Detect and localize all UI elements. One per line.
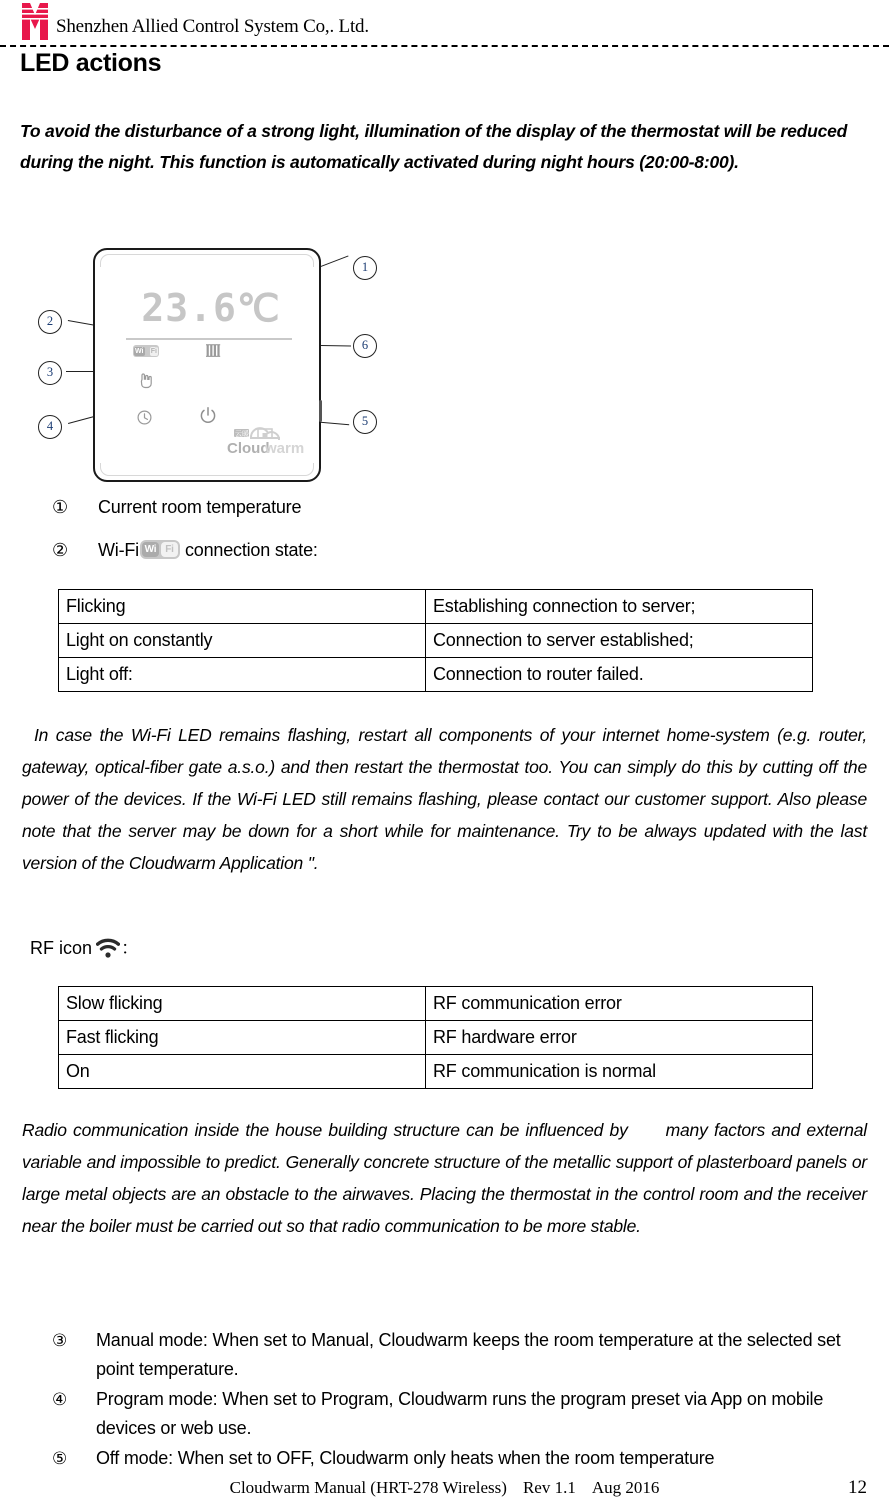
wifi-row-0-meaning: Establishing connection to server; [426, 590, 813, 624]
table-row [59, 624, 813, 658]
device-bezel-top [100, 254, 314, 267]
rf-label-colon: ： [121, 938, 140, 958]
page-footer [0, 1478, 889, 1498]
list-item-2-text [98, 540, 318, 561]
intro-paragraph: To avoid the disturbance of a strong light, illumination of the display of the thermostat will be reduced during the night. This function is automatically activated during night hours (20:00-8:00). [20, 121, 848, 172]
wifi-state-table [58, 589, 813, 692]
rf-icon-line [30, 934, 139, 960]
wifi-row-0-state: Flicking [59, 590, 426, 624]
list-marker-3: ③ [52, 1331, 68, 1350]
list-item-4-text: Program mode: When set to Program, Cloudwarm runs the program preset via App on mobile devices or web use. [96, 1389, 824, 1438]
cloudwarm-brand-logo [207, 420, 305, 458]
table-row [59, 1055, 813, 1089]
device-bezel-bottom [100, 463, 314, 476]
page-title: LED actions [20, 49, 162, 77]
footer-manual-title: Cloudwarm Manual (HRT-278 Wireless) [229, 1478, 507, 1497]
rf-row-2-meaning: RF communication is normal [426, 1055, 813, 1089]
wifi-badge-icon [133, 345, 159, 357]
wifi-note-paragraph [22, 719, 867, 879]
wifi-row-2-meaning: Connection to router failed. [426, 658, 813, 692]
rf-state-table [58, 986, 813, 1089]
wifi-badge-wi: Wi [135, 347, 144, 355]
list-item-wifi-state [52, 540, 318, 561]
callout-4: 4 [38, 415, 62, 439]
list-marker-2: ② [52, 540, 68, 560]
wifi-row-2-state: Light off: [59, 658, 426, 692]
page-header [0, 0, 889, 46]
wifi-row-1-state: Light on constantly [59, 624, 426, 658]
wifi-badge-icon-inline [140, 540, 180, 559]
wifi-badge-fi: Fi [150, 347, 157, 355]
page-number: 12 [848, 1477, 867, 1498]
table-row [59, 987, 813, 1021]
wifi-badge-fi-inline: Fi [161, 542, 178, 557]
wifi-badge-wi-inline: Wi [142, 542, 159, 557]
list-item-1-text: Current room temperature [98, 497, 302, 517]
rf-note-paragraph: Radio communication inside the house building structure can be influenced by many factors and external variable and impossible to predict. Generally concrete structure of the metallic support of plasterboard panels or large metal objects are an obstacle to the airwaves. Placing the thermostat in the control room and the receiver near the boiler must be carried out so that radio communication to be more stable. [22, 1120, 872, 1236]
callout-1: 1 [353, 256, 377, 280]
list-marker-5: ⑤ [52, 1449, 68, 1468]
device-side-button[interactable] [319, 400, 322, 422]
company-name: Shenzhen Allied Control System Co,. Ltd. [56, 16, 369, 37]
clock-program-icon [137, 410, 152, 425]
lcd-temperature-readout: 23.6℃ [141, 286, 281, 330]
list-item-program-mode [52, 1385, 852, 1443]
rf-row-0-state: Slow flicking [59, 987, 426, 1021]
hand-manual-icon [139, 373, 154, 390]
callout-3: 3 [38, 361, 62, 385]
wifi-label-before: Wi-Fi [98, 540, 139, 560]
svg-text:Cloud: Cloud [227, 440, 270, 457]
footer-revision: Rev 1.1 [522, 1478, 576, 1497]
rf-label: RF icon [30, 938, 93, 958]
rf-row-1-meaning: RF hardware error [426, 1021, 813, 1055]
callout-5: 5 [353, 410, 377, 434]
thermostat-device [93, 248, 321, 482]
list-marker-4: ④ [52, 1390, 68, 1409]
header-divider [0, 45, 889, 47]
list-item-current-temperature [52, 497, 301, 518]
thermostat-figure [20, 238, 420, 500]
list-marker-1: ① [52, 497, 68, 517]
rf-row-1-state: Fast flicking [59, 1021, 426, 1055]
rf-row-0-meaning: RF communication error [426, 987, 813, 1021]
lcd-underline [126, 338, 292, 340]
callout-2: 2 [38, 310, 62, 334]
list-item-5-text: Off mode: When set to OFF, Cloudwarm only heats when the room temperature [96, 1448, 715, 1468]
wifi-row-1-meaning: Connection to server established; [426, 624, 813, 658]
svg-text:云暖: 云暖 [235, 430, 249, 438]
rf-row-2-state: On [59, 1055, 426, 1089]
list-item-off-mode [52, 1444, 852, 1473]
svg-text:warm: warm [265, 440, 305, 457]
footer-date: Aug 2016 [591, 1478, 660, 1497]
mode-list [52, 1326, 852, 1474]
table-row [59, 590, 813, 624]
wifi-label-after: connection state: [184, 540, 318, 560]
list-item-3-text: Manual mode: When set to Manual, Cloudwarm keeps the room temperature at the selected set point temperature. [96, 1330, 841, 1379]
table-row [59, 1021, 813, 1055]
radiator-icon [206, 344, 221, 358]
callout-6: 6 [353, 334, 377, 358]
wifi-note-text: In case the Wi-Fi LED remains flashing, restart all components of your internet home-system (e.g. router, gateway, optical-fiber gate a.s.o.) and then restart the thermostat too. You can simply do this by cutting off the power of the devices. If the Wi-Fi LED still remains flashing, please contact our customer support. Also please note that the server may be down for a short while for maintenance. Try to be always updated with the last version of the Cloudwarm Application ". [22, 725, 867, 873]
list-item-manual-mode [52, 1326, 852, 1384]
table-row [59, 658, 813, 692]
allied-m-logo-icon [20, 2, 50, 42]
rf-wifi-signal-icon [96, 938, 120, 959]
